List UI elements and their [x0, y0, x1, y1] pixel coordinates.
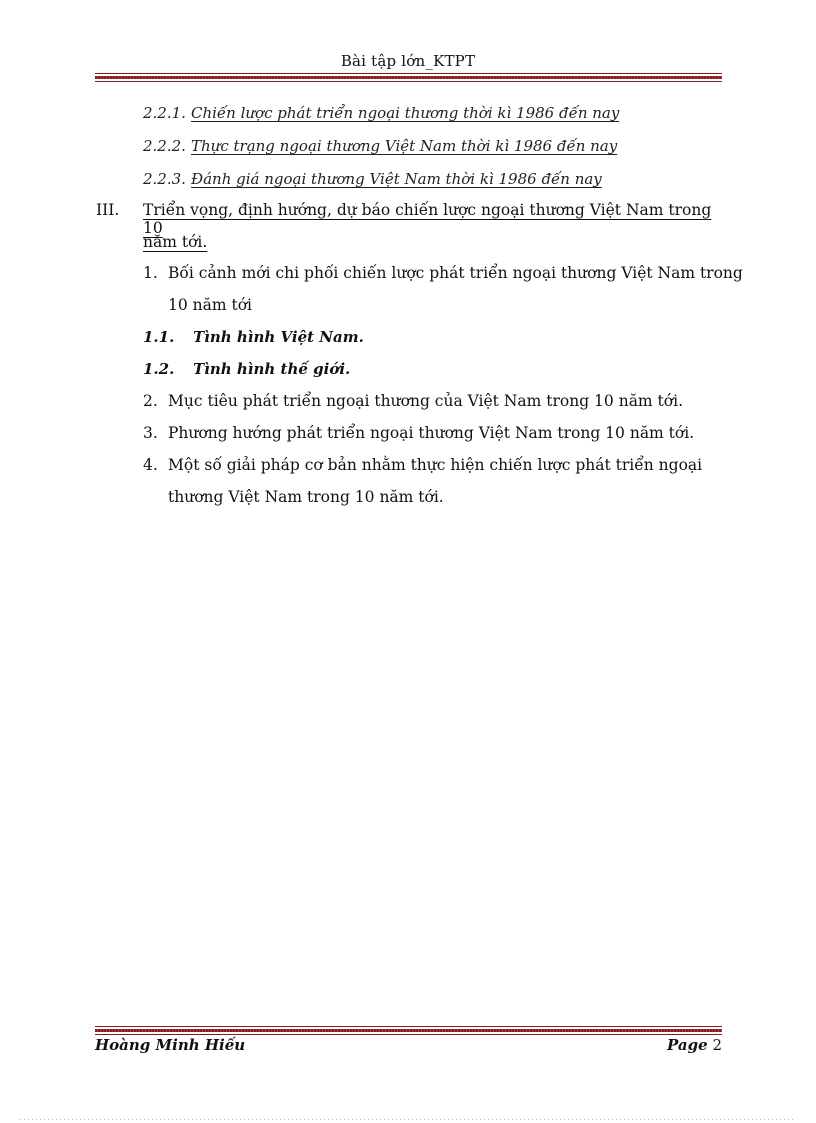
subitem-number: 1.2.	[143, 360, 175, 378]
item-1-continued: 10 năm tới	[168, 296, 253, 314]
item-text: Phương hướng phát triển ngoại thương Việt Nam trong 10 năm tới.	[168, 424, 695, 442]
item-4-continued: thương Việt Nam trong 10 năm tới.	[168, 488, 444, 506]
subsection-number: 2.2.3.	[143, 170, 186, 188]
section-3-heading-line2: năm tới.	[143, 233, 208, 251]
subsection-text: Chiến lược phát triển ngoại thương thời kì 1986 đến nay	[191, 104, 620, 122]
section-3-numeral: III.	[96, 201, 120, 219]
page-label: Page	[667, 1036, 708, 1054]
page-number: 2	[712, 1036, 722, 1054]
subsection-number: 2.2.2.	[143, 137, 186, 155]
item-text: Một số giải pháp cơ bản nhằm thực hiện chiến lược phát triển ngoại	[168, 456, 703, 474]
item-3	[143, 424, 694, 442]
item-2	[143, 392, 683, 410]
footer-page-number	[667, 1036, 722, 1054]
item-number: 4.	[143, 456, 158, 474]
subsection-text: Đánh giá ngoại thương Việt Nam thời kì 1986 đến nay	[191, 170, 602, 188]
section-3-heading-line1: Triển vọng, định hướng, dự báo chiến lược ngoại thương Việt Nam trong 10	[143, 201, 712, 237]
item-1	[143, 264, 743, 282]
subsection-2-2-2	[143, 137, 617, 155]
header-rule	[95, 73, 722, 82]
header-title: Bài tập lớn_KTPT	[340, 52, 476, 70]
subitem-1-1	[143, 328, 364, 346]
item-number: 3.	[143, 424, 158, 442]
footer-author: Hoàng Minh Hiếu	[95, 1036, 246, 1054]
item-4	[143, 456, 702, 474]
subsection-2-2-1	[143, 104, 619, 122]
subitem-text: Tình hình Việt Nam.	[193, 328, 364, 346]
item-text: Mục tiêu phát triển ngoại thương của Việt Nam trong 10 năm tới.	[168, 392, 684, 410]
footer-rule	[95, 1026, 722, 1035]
item-number: 2.	[143, 392, 158, 410]
subitem-number: 1.1.	[143, 328, 175, 346]
item-text: Bối cảnh mới chi phối chiến lược phát triển ngoại thương Việt Nam trong	[168, 264, 743, 282]
subsection-text: Thực trạng ngoại thương Việt Nam thời kì 1986 đến nay	[191, 137, 618, 155]
page-edge-divider	[20, 1119, 796, 1120]
subsection-2-2-3	[143, 170, 602, 188]
subitem-1-2	[143, 360, 350, 378]
item-number: 1.	[143, 264, 158, 282]
subsection-number: 2.2.1.	[143, 104, 186, 122]
subitem-text: Tình hình thế giới.	[193, 360, 351, 378]
